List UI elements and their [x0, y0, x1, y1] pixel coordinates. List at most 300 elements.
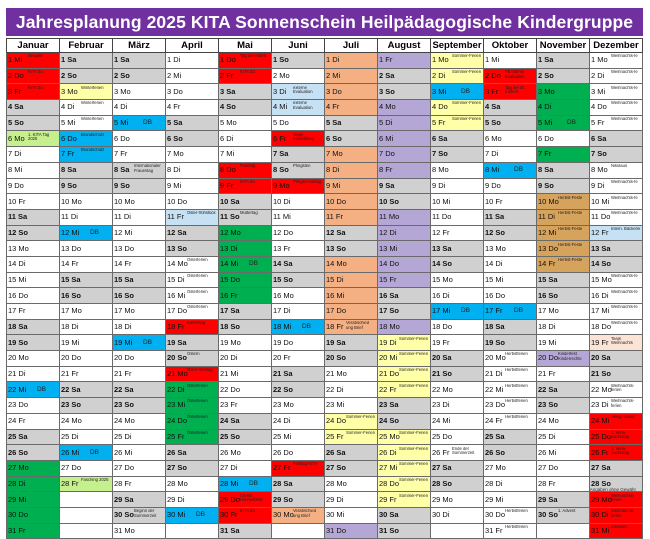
day-cell[interactable]	[166, 476, 219, 492]
day-cell[interactable]	[60, 209, 113, 225]
day-cell[interactable]	[166, 68, 219, 84]
day-cell[interactable]	[537, 366, 590, 382]
day-cell[interactable]	[325, 241, 378, 257]
day-cell[interactable]	[325, 84, 378, 100]
day-cell[interactable]	[590, 351, 643, 367]
day-cell[interactable]	[7, 241, 60, 257]
day-cell[interactable]	[431, 115, 484, 131]
day-cell[interactable]	[113, 53, 166, 69]
day-cell[interactable]	[325, 319, 378, 335]
day-cell[interactable]	[484, 84, 537, 100]
day-cell[interactable]	[537, 476, 590, 492]
day-cell[interactable]	[431, 100, 484, 116]
day-cell[interactable]	[60, 131, 113, 147]
day-cell[interactable]	[484, 523, 537, 539]
day-cell[interactable]	[537, 131, 590, 147]
day-cell[interactable]	[590, 272, 643, 288]
day-cell[interactable]	[590, 398, 643, 414]
day-cell[interactable]	[325, 272, 378, 288]
day-cell[interactable]	[166, 445, 219, 461]
day-cell[interactable]	[113, 476, 166, 492]
day-cell[interactable]	[7, 194, 60, 210]
day-cell[interactable]	[7, 398, 60, 414]
day-cell[interactable]	[431, 256, 484, 272]
day-cell[interactable]	[272, 225, 325, 241]
day-cell[interactable]	[484, 162, 537, 178]
day-cell[interactable]	[7, 100, 60, 116]
day-cell[interactable]	[166, 225, 219, 241]
day-cell[interactable]	[7, 178, 60, 194]
day-cell[interactable]	[484, 476, 537, 492]
day-cell[interactable]	[590, 256, 643, 272]
day-cell[interactable]	[590, 429, 643, 445]
day-cell[interactable]	[484, 319, 537, 335]
day-cell[interactable]	[60, 256, 113, 272]
day-cell[interactable]	[219, 445, 272, 461]
day-cell[interactable]	[378, 523, 431, 539]
day-cell[interactable]	[219, 288, 272, 304]
day-cell[interactable]	[537, 53, 590, 69]
day-cell[interactable]	[219, 241, 272, 257]
day-cell[interactable]	[537, 115, 590, 131]
day-cell[interactable]	[113, 256, 166, 272]
day-cell[interactable]	[166, 492, 219, 508]
day-cell[interactable]	[431, 194, 484, 210]
day-cell[interactable]	[484, 209, 537, 225]
day-cell[interactable]	[113, 366, 166, 382]
day-cell[interactable]	[431, 429, 484, 445]
day-cell[interactable]	[219, 413, 272, 429]
day-cell[interactable]	[537, 413, 590, 429]
day-cell[interactable]	[325, 460, 378, 476]
day-cell[interactable]	[537, 304, 590, 320]
day-cell[interactable]	[113, 162, 166, 178]
day-cell[interactable]	[325, 288, 378, 304]
day-cell[interactable]	[272, 272, 325, 288]
day-cell[interactable]	[590, 335, 643, 351]
day-cell[interactable]	[166, 429, 219, 445]
day-cell[interactable]	[484, 53, 537, 69]
day-cell[interactable]	[537, 319, 590, 335]
day-cell[interactable]	[431, 162, 484, 178]
day-cell[interactable]	[7, 256, 60, 272]
day-cell[interactable]	[590, 460, 643, 476]
day-cell[interactable]	[272, 476, 325, 492]
day-cell[interactable]	[60, 100, 113, 116]
day-cell[interactable]	[431, 351, 484, 367]
day-cell[interactable]	[431, 53, 484, 69]
day-cell[interactable]	[537, 178, 590, 194]
day-cell[interactable]	[537, 84, 590, 100]
day-cell[interactable]	[537, 100, 590, 116]
day-cell[interactable]	[325, 366, 378, 382]
day-cell[interactable]	[219, 225, 272, 241]
day-cell[interactable]	[325, 162, 378, 178]
day-cell[interactable]	[60, 272, 113, 288]
day-cell[interactable]	[60, 351, 113, 367]
day-cell[interactable]	[325, 131, 378, 147]
day-cell[interactable]	[431, 209, 484, 225]
day-cell[interactable]	[325, 53, 378, 69]
day-cell[interactable]	[537, 351, 590, 367]
day-cell[interactable]	[378, 256, 431, 272]
day-cell[interactable]	[590, 68, 643, 84]
day-cell[interactable]	[431, 445, 484, 461]
day-cell[interactable]	[378, 351, 431, 367]
day-cell[interactable]	[219, 84, 272, 100]
day-cell[interactable]	[484, 115, 537, 131]
day-cell[interactable]	[272, 460, 325, 476]
day-cell[interactable]	[484, 351, 537, 367]
day-cell[interactable]	[537, 523, 590, 539]
day-cell[interactable]	[537, 256, 590, 272]
day-cell[interactable]	[378, 68, 431, 84]
day-cell[interactable]	[590, 100, 643, 116]
day-cell[interactable]	[590, 241, 643, 257]
day-cell[interactable]	[219, 209, 272, 225]
day-cell[interactable]	[60, 460, 113, 476]
day-cell[interactable]	[272, 131, 325, 147]
day-cell[interactable]	[113, 84, 166, 100]
day-cell[interactable]	[7, 162, 60, 178]
day-cell[interactable]	[484, 241, 537, 257]
day-cell[interactable]	[166, 382, 219, 398]
day-cell[interactable]	[60, 147, 113, 163]
day-cell[interactable]	[166, 272, 219, 288]
day-cell[interactable]	[113, 382, 166, 398]
day-cell[interactable]	[272, 100, 325, 116]
day-cell[interactable]	[272, 68, 325, 84]
day-cell[interactable]	[272, 335, 325, 351]
day-cell[interactable]	[272, 194, 325, 210]
day-cell[interactable]	[219, 178, 272, 194]
day-cell[interactable]	[113, 68, 166, 84]
day-cell[interactable]	[60, 194, 113, 210]
day-cell[interactable]	[431, 319, 484, 335]
day-cell[interactable]	[484, 178, 537, 194]
day-cell[interactable]	[113, 100, 166, 116]
day-cell[interactable]	[113, 272, 166, 288]
day-cell[interactable]	[219, 162, 272, 178]
day-cell[interactable]	[378, 319, 431, 335]
day-cell[interactable]	[431, 476, 484, 492]
day-cell[interactable]	[378, 335, 431, 351]
day-cell[interactable]	[60, 225, 113, 241]
day-cell[interactable]	[378, 162, 431, 178]
day-cell[interactable]	[113, 147, 166, 163]
day-cell[interactable]	[378, 115, 431, 131]
day-cell[interactable]	[325, 147, 378, 163]
day-cell[interactable]	[60, 178, 113, 194]
day-cell[interactable]	[590, 162, 643, 178]
day-cell[interactable]	[113, 304, 166, 320]
day-cell[interactable]	[60, 162, 113, 178]
day-cell[interactable]	[325, 100, 378, 116]
day-cell[interactable]	[272, 288, 325, 304]
day-cell[interactable]	[60, 241, 113, 257]
day-cell[interactable]	[378, 304, 431, 320]
day-cell[interactable]	[219, 100, 272, 116]
day-cell[interactable]	[378, 225, 431, 241]
day-cell[interactable]	[484, 304, 537, 320]
day-cell[interactable]	[484, 194, 537, 210]
day-cell[interactable]	[113, 492, 166, 508]
day-cell[interactable]	[484, 68, 537, 84]
day-cell[interactable]	[537, 241, 590, 257]
day-cell[interactable]	[7, 382, 60, 398]
day-cell[interactable]	[484, 460, 537, 476]
day-cell[interactable]	[7, 225, 60, 241]
day-cell[interactable]	[219, 429, 272, 445]
day-cell[interactable]	[219, 256, 272, 272]
day-cell[interactable]	[60, 53, 113, 69]
day-cell[interactable]	[60, 68, 113, 84]
day-cell[interactable]	[537, 194, 590, 210]
day-cell[interactable]	[113, 460, 166, 476]
day-cell[interactable]	[7, 492, 60, 508]
day-cell[interactable]	[431, 272, 484, 288]
day-cell[interactable]	[378, 445, 431, 461]
day-cell[interactable]	[537, 335, 590, 351]
day-cell[interactable]	[537, 162, 590, 178]
day-cell[interactable]	[590, 492, 643, 508]
day-cell[interactable]	[166, 209, 219, 225]
day-cell[interactable]	[378, 492, 431, 508]
day-cell[interactable]	[325, 398, 378, 414]
day-cell[interactable]	[60, 366, 113, 382]
day-cell[interactable]	[113, 398, 166, 414]
day-cell[interactable]	[378, 272, 431, 288]
day-cell[interactable]	[484, 335, 537, 351]
day-cell[interactable]	[431, 84, 484, 100]
day-cell[interactable]	[590, 366, 643, 382]
day-cell[interactable]	[7, 209, 60, 225]
day-cell[interactable]	[590, 115, 643, 131]
day-cell[interactable]	[325, 225, 378, 241]
day-cell[interactable]	[378, 84, 431, 100]
day-cell[interactable]	[272, 147, 325, 163]
day-cell[interactable]	[590, 131, 643, 147]
day-cell[interactable]	[166, 288, 219, 304]
day-cell[interactable]	[484, 272, 537, 288]
day-cell[interactable]	[113, 429, 166, 445]
day-cell[interactable]	[272, 492, 325, 508]
day-cell[interactable]	[219, 194, 272, 210]
day-cell[interactable]	[7, 304, 60, 320]
day-cell[interactable]	[272, 84, 325, 100]
day-cell[interactable]	[537, 398, 590, 414]
day-cell[interactable]	[7, 272, 60, 288]
day-cell[interactable]	[431, 131, 484, 147]
day-cell[interactable]	[7, 523, 60, 539]
day-cell[interactable]	[590, 147, 643, 163]
day-cell[interactable]	[378, 382, 431, 398]
day-cell[interactable]	[219, 115, 272, 131]
day-cell[interactable]	[113, 241, 166, 257]
day-cell[interactable]	[113, 225, 166, 241]
day-cell[interactable]	[219, 460, 272, 476]
day-cell[interactable]	[60, 429, 113, 445]
day-cell[interactable]	[219, 523, 272, 539]
day-cell[interactable]	[219, 335, 272, 351]
day-cell[interactable]	[431, 335, 484, 351]
day-cell[interactable]	[537, 429, 590, 445]
day-cell[interactable]	[113, 288, 166, 304]
day-cell[interactable]	[272, 256, 325, 272]
day-cell[interactable]	[484, 256, 537, 272]
day-cell[interactable]	[378, 53, 431, 69]
day-cell[interactable]	[7, 115, 60, 131]
day-cell[interactable]	[272, 413, 325, 429]
day-cell[interactable]	[378, 100, 431, 116]
day-cell[interactable]	[166, 115, 219, 131]
day-cell[interactable]	[166, 335, 219, 351]
day-cell[interactable]	[166, 241, 219, 257]
day-cell[interactable]	[484, 225, 537, 241]
day-cell[interactable]	[325, 256, 378, 272]
day-cell[interactable]	[484, 100, 537, 116]
day-cell[interactable]	[325, 351, 378, 367]
day-cell[interactable]	[590, 413, 643, 429]
day-cell[interactable]	[325, 209, 378, 225]
day-cell[interactable]	[431, 523, 484, 539]
day-cell[interactable]	[378, 413, 431, 429]
day-cell[interactable]	[7, 413, 60, 429]
day-cell[interactable]	[378, 366, 431, 382]
day-cell[interactable]	[166, 351, 219, 367]
day-cell[interactable]	[60, 413, 113, 429]
day-cell[interactable]	[325, 178, 378, 194]
day-cell[interactable]	[590, 178, 643, 194]
day-cell[interactable]	[7, 53, 60, 69]
day-cell[interactable]	[378, 288, 431, 304]
day-cell[interactable]	[7, 476, 60, 492]
day-cell[interactable]	[590, 523, 643, 539]
day-cell[interactable]	[272, 445, 325, 461]
day-cell[interactable]	[378, 476, 431, 492]
day-cell[interactable]	[219, 398, 272, 414]
day-cell[interactable]	[431, 304, 484, 320]
day-cell[interactable]	[431, 413, 484, 429]
day-cell[interactable]	[272, 115, 325, 131]
day-cell[interactable]	[113, 351, 166, 367]
day-cell[interactable]	[166, 84, 219, 100]
day-cell[interactable]	[431, 366, 484, 382]
day-cell[interactable]	[537, 147, 590, 163]
day-cell[interactable]	[272, 178, 325, 194]
day-cell[interactable]	[60, 382, 113, 398]
day-cell[interactable]	[325, 429, 378, 445]
day-cell[interactable]	[378, 209, 431, 225]
day-cell[interactable]	[537, 382, 590, 398]
day-cell[interactable]	[166, 366, 219, 382]
day-cell[interactable]	[431, 225, 484, 241]
day-cell[interactable]	[325, 523, 378, 539]
day-cell[interactable]	[113, 523, 166, 539]
day-cell[interactable]	[166, 398, 219, 414]
day-cell[interactable]	[219, 366, 272, 382]
day-cell[interactable]	[484, 429, 537, 445]
day-cell[interactable]	[166, 413, 219, 429]
day-cell[interactable]	[378, 429, 431, 445]
day-cell[interactable]	[166, 162, 219, 178]
day-cell[interactable]	[60, 476, 113, 492]
day-cell[interactable]	[166, 100, 219, 116]
day-cell[interactable]	[431, 492, 484, 508]
day-cell[interactable]	[166, 304, 219, 320]
day-cell[interactable]	[166, 131, 219, 147]
day-cell[interactable]	[431, 178, 484, 194]
day-cell[interactable]	[272, 366, 325, 382]
day-cell[interactable]	[537, 272, 590, 288]
day-cell[interactable]	[113, 335, 166, 351]
day-cell[interactable]	[325, 413, 378, 429]
day-cell[interactable]	[166, 178, 219, 194]
day-cell[interactable]	[219, 351, 272, 367]
day-cell[interactable]	[590, 445, 643, 461]
day-cell[interactable]	[590, 288, 643, 304]
day-cell[interactable]	[431, 68, 484, 84]
day-cell[interactable]	[590, 53, 643, 69]
day-cell[interactable]	[60, 304, 113, 320]
day-cell[interactable]	[537, 445, 590, 461]
day-cell[interactable]	[325, 115, 378, 131]
day-cell[interactable]	[7, 319, 60, 335]
day-cell[interactable]	[113, 178, 166, 194]
day-cell[interactable]	[431, 398, 484, 414]
day-cell[interactable]	[219, 272, 272, 288]
day-cell[interactable]	[325, 304, 378, 320]
day-cell[interactable]	[7, 84, 60, 100]
day-cell[interactable]	[484, 288, 537, 304]
day-cell[interactable]	[166, 523, 219, 539]
day-cell[interactable]	[325, 445, 378, 461]
day-cell[interactable]	[378, 131, 431, 147]
day-cell[interactable]	[378, 241, 431, 257]
day-cell[interactable]	[590, 304, 643, 320]
day-cell[interactable]	[7, 429, 60, 445]
day-cell[interactable]	[537, 460, 590, 476]
day-cell[interactable]	[166, 194, 219, 210]
day-cell[interactable]	[166, 147, 219, 163]
day-cell[interactable]	[60, 445, 113, 461]
day-cell[interactable]	[484, 398, 537, 414]
day-cell[interactable]	[7, 460, 60, 476]
day-cell[interactable]	[378, 178, 431, 194]
day-cell[interactable]	[60, 523, 113, 539]
day-cell[interactable]	[113, 115, 166, 131]
day-cell[interactable]	[60, 84, 113, 100]
day-cell[interactable]	[219, 382, 272, 398]
day-cell[interactable]	[166, 460, 219, 476]
day-cell[interactable]	[484, 413, 537, 429]
day-cell[interactable]	[7, 445, 60, 461]
day-cell[interactable]	[60, 319, 113, 335]
day-cell[interactable]	[7, 131, 60, 147]
day-cell[interactable]	[431, 288, 484, 304]
day-cell[interactable]	[590, 194, 643, 210]
day-cell[interactable]	[166, 256, 219, 272]
day-cell[interactable]	[219, 319, 272, 335]
day-cell[interactable]	[537, 492, 590, 508]
day-cell[interactable]	[537, 288, 590, 304]
day-cell[interactable]	[7, 366, 60, 382]
day-cell[interactable]	[272, 351, 325, 367]
day-cell[interactable]	[484, 445, 537, 461]
day-cell[interactable]	[590, 84, 643, 100]
day-cell[interactable]	[431, 382, 484, 398]
day-cell[interactable]	[272, 162, 325, 178]
